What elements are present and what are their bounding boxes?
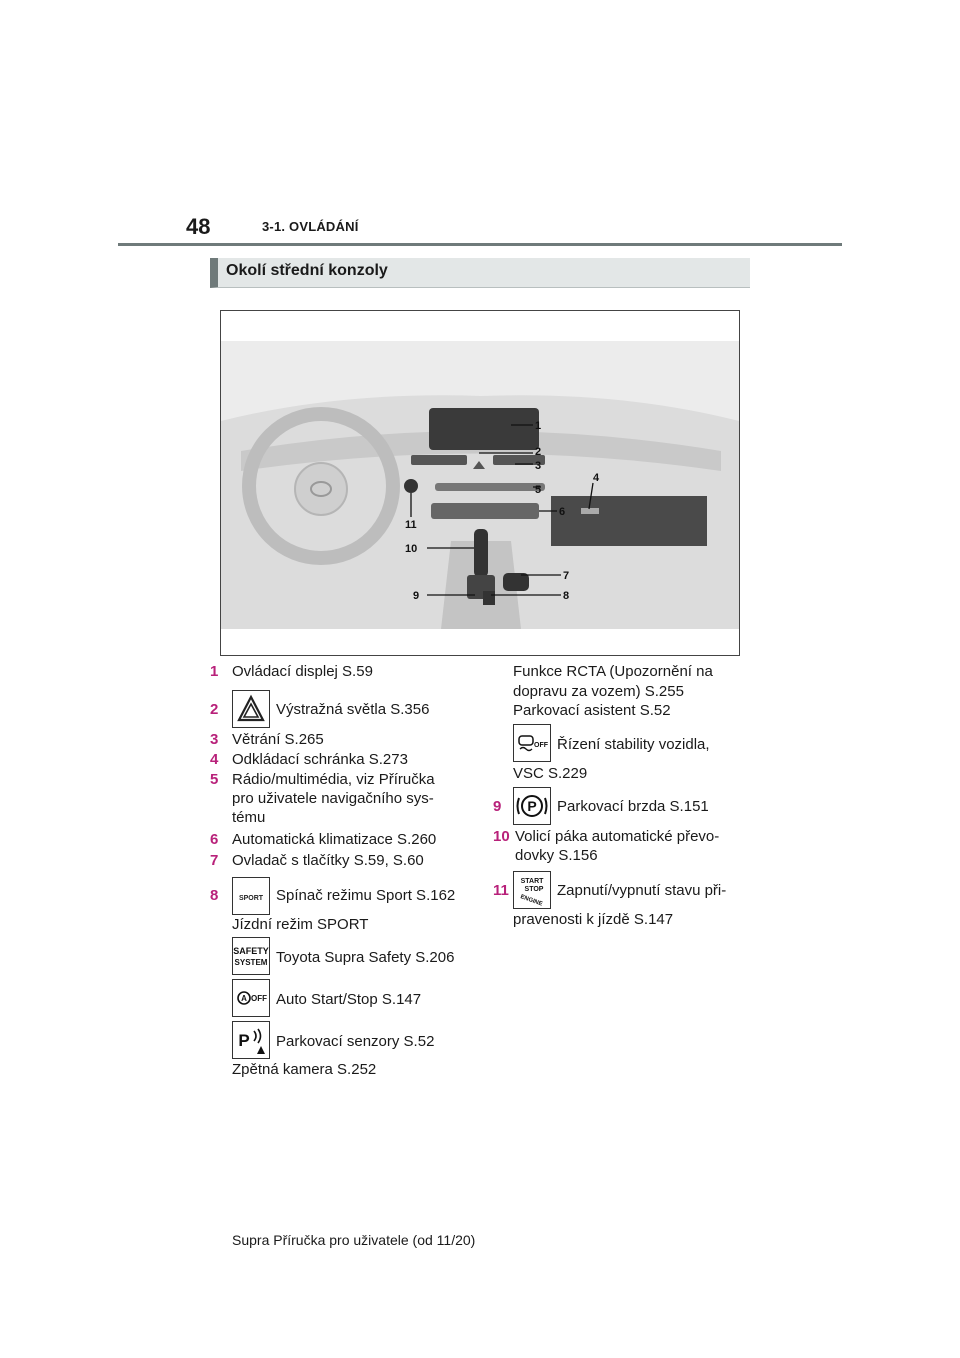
- hazard-warning-icon: [232, 690, 270, 728]
- section-title: Okolí střední konzoly: [226, 262, 388, 279]
- safety-text: Toyota Supra Safety S.206: [276, 949, 455, 966]
- item-text: Automatická klimatizace S.260: [232, 831, 437, 848]
- list-item-10: [493, 827, 753, 867]
- list-item-11: [493, 881, 513, 901]
- list-item-7: [210, 851, 470, 871]
- callout-10: 10: [405, 543, 418, 555]
- vsc-icon-label: OFF: [534, 742, 548, 749]
- callout-9: 9: [413, 590, 420, 602]
- engine-start-text-2: pravenosti k jízdě S.147: [513, 911, 674, 928]
- engine-start-text: Zapnutí/vypnutí stavu při-: [557, 882, 727, 899]
- callout-4: 4: [593, 472, 600, 484]
- center-console-figure: [220, 310, 740, 656]
- item-number: 2: [210, 701, 219, 718]
- engine-start-stop-icon: [513, 871, 551, 909]
- list-item-5: [210, 770, 470, 830]
- safety-icon-line: SAFETY: [233, 946, 269, 956]
- item-text: Větrání S.265: [232, 731, 324, 748]
- callout-11: 11: [405, 519, 417, 531]
- footer: Supra Příručka pro uživatele (od 11/20): [232, 1232, 476, 1248]
- sport-button-icon: [232, 877, 270, 915]
- callout-1: 1: [535, 420, 542, 432]
- item-text: Ovladač s tlačítky S.59, S.60: [232, 852, 424, 869]
- item-text: Odkládací schránka S.273: [232, 751, 408, 768]
- callout-6: 6: [559, 506, 566, 518]
- list-item-1: [210, 662, 470, 682]
- vsc-text-2: VSC S.229: [513, 765, 588, 782]
- svg-text:P: P: [238, 1031, 250, 1050]
- callout-2: 2: [535, 446, 542, 458]
- item-text-line: dovky S.156: [515, 847, 598, 864]
- item-number: 4: [210, 751, 219, 768]
- item-number: 6: [210, 831, 219, 848]
- start-icon-line: START: [520, 878, 544, 885]
- vsc-text: Řízení stability vozidla,: [557, 736, 710, 753]
- sport-icon-label: SPORT: [238, 895, 264, 902]
- safety-icon-line: SYSTEM: [234, 958, 268, 967]
- item-number: 7: [210, 852, 219, 869]
- start-icon-line: ENGINE: [519, 894, 544, 908]
- item-number: 3: [210, 731, 219, 748]
- start-icon-line: STOP: [524, 886, 544, 893]
- chapter-title: 3-1. OVLÁDÁNÍ: [262, 219, 359, 234]
- item-number: 1: [210, 663, 219, 680]
- auto-stop-text: Auto Start/Stop S.147: [276, 991, 422, 1008]
- header-rule: [118, 243, 842, 246]
- item-text: Výstražná světla S.356: [276, 701, 430, 718]
- page-number: 48: [186, 214, 211, 239]
- parking-brake-icon: [513, 787, 551, 825]
- callout-8: 8: [563, 590, 570, 602]
- vsc-off-icon: [513, 724, 551, 762]
- callout-3: 3: [535, 460, 542, 472]
- list-item-6: [210, 830, 470, 850]
- item-number: 10: [493, 828, 510, 845]
- safety-system-icon: [232, 937, 270, 975]
- item-text-line: Rádio/multimédia, viz Příručka: [232, 771, 435, 788]
- auto-stop-icon-label: OFF: [251, 994, 267, 1003]
- parking-sensor-icon: [232, 1021, 270, 1059]
- item-text: Ovládací displej S.59: [232, 663, 373, 680]
- parking-brake-text: Parkovací brzda S.151: [557, 798, 709, 815]
- section-header: [210, 258, 750, 288]
- list-item-4: [210, 750, 470, 770]
- callout-7: 7: [563, 570, 570, 582]
- svg-text:A: A: [241, 994, 247, 1003]
- parking-assist-line: Parkovací asistent S.52: [513, 702, 671, 719]
- list-item-9: [493, 797, 513, 817]
- parking-sensors-text: Parkovací senzory S.52: [276, 1033, 435, 1050]
- item-number: 5: [210, 771, 219, 788]
- item-text: Spínač režimu Sport S.162: [276, 887, 456, 904]
- parking-brake-icon-label: P: [527, 798, 537, 814]
- dashboard-illustration: [221, 311, 739, 655]
- item-text-line: Volicí páka automatické převo-: [515, 828, 720, 845]
- sport-mode-text: Jízdní režim SPORT: [232, 916, 369, 933]
- item-number: 8: [210, 887, 219, 904]
- rcta-line: Funkce RCTA (Upozornění na: [513, 663, 713, 680]
- item-number: 9: [493, 798, 502, 815]
- item-number: 11: [493, 882, 509, 899]
- rcta-line: dopravu za vozem) S.255: [513, 683, 684, 700]
- rear-camera-text: Zpětná kamera S.252: [232, 1061, 377, 1078]
- list-item-3: [210, 730, 470, 750]
- callout-5: 5: [535, 484, 542, 496]
- item-text-line: tému: [232, 809, 266, 826]
- auto-start-stop-off-icon: [232, 979, 270, 1017]
- item-text-line: pro uživatele navigačního sys-: [232, 790, 434, 807]
